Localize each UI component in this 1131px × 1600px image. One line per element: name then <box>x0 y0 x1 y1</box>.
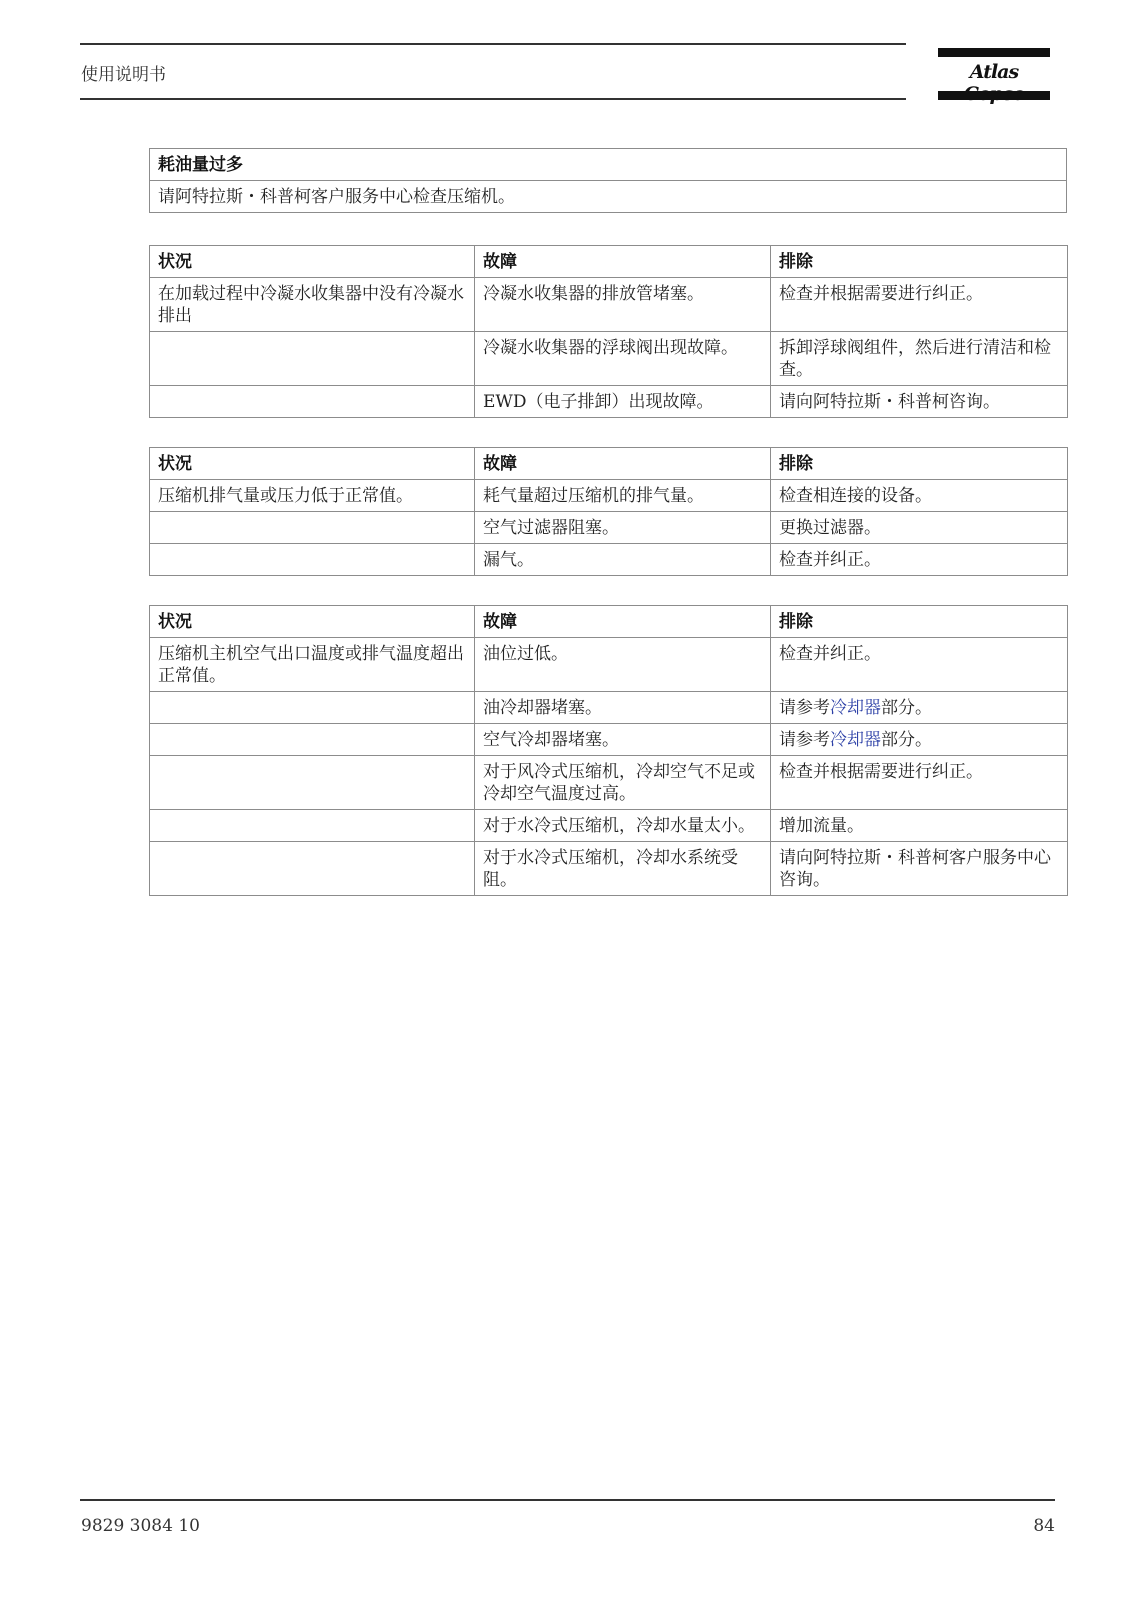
empty-condition-cell <box>150 512 475 544</box>
condition-cell: 压缩机主机空气出口温度或排气温度超出正常值。 <box>150 638 475 692</box>
fault-cell: 对于水冷式压缩机，冷却水系统受阻。 <box>475 842 771 896</box>
fault-cell: 漏气。 <box>475 544 771 576</box>
column-header-remedy: 排除 <box>771 448 1068 480</box>
empty-condition-cell <box>150 810 475 842</box>
remedy-suffix: 部分。 <box>881 698 932 718</box>
atlas-copco-logo <box>938 48 1050 100</box>
table-header-row <box>150 246 1068 278</box>
column-header-remedy: 排除 <box>771 246 1068 278</box>
column-header-condition: 状况 <box>150 606 475 638</box>
oil-consumption-box <box>149 148 1067 213</box>
table-row <box>150 480 1068 512</box>
column-header-remedy: 排除 <box>771 606 1068 638</box>
column-header-fault: 故障 <box>475 606 771 638</box>
document-number: 9829 3084 10 <box>81 1516 200 1536</box>
table-row <box>150 756 1068 810</box>
remedy-cell: 检查并根据需要进行纠正。 <box>771 278 1068 332</box>
remedy-prefix: 请参考 <box>779 698 830 718</box>
fault-cell: 对于水冷式压缩机，冷却水量太小。 <box>475 810 771 842</box>
table-row <box>150 638 1068 692</box>
column-header-condition: 状况 <box>150 448 475 480</box>
remedy-prefix: 请参考 <box>779 730 830 750</box>
empty-condition-cell <box>150 756 475 810</box>
troubleshooting-table-capacity <box>149 447 1068 576</box>
empty-condition-cell <box>150 692 475 724</box>
document-title: 使用说明书 <box>81 65 166 85</box>
table-row <box>150 386 1068 418</box>
table-row <box>150 332 1068 386</box>
empty-condition-cell <box>150 842 475 896</box>
condition-cell: 在加载过程中冷凝水收集器中没有冷凝水排出 <box>150 278 475 332</box>
empty-condition-cell <box>150 544 475 576</box>
remedy-cell: 拆卸浮球阀组件，然后进行清洁和检查。 <box>771 332 1068 386</box>
empty-condition-cell <box>150 724 475 756</box>
table-row <box>150 692 1068 724</box>
remedy-suffix: 部分。 <box>881 730 932 750</box>
remedy-cell: 检查并纠正。 <box>771 544 1068 576</box>
column-header-fault: 故障 <box>475 448 771 480</box>
troubleshooting-table-temperature <box>149 605 1068 896</box>
logo-text: Atlas <box>969 61 1019 83</box>
fault-cell: 耗气量超过压缩机的排气量。 <box>475 480 771 512</box>
fault-cell: 空气冷却器堵塞。 <box>475 724 771 756</box>
fault-cell: 冷凝水收集器的浮球阀出现故障。 <box>475 332 771 386</box>
header-bottom-rule <box>80 98 906 100</box>
condition-cell: 压缩机排气量或压力低于正常值。 <box>150 480 475 512</box>
remedy-cell <box>771 724 1068 756</box>
cooler-section-link[interactable]: 冷却器 <box>830 698 881 718</box>
table-row <box>150 842 1068 896</box>
oil-box-text: 请阿特拉斯・科普柯客户服务中心检查压缩机。 <box>150 181 1067 213</box>
fault-cell: 空气过滤器阻塞。 <box>475 512 771 544</box>
remedy-cell: 检查并根据需要进行纠正。 <box>771 756 1068 810</box>
table-row <box>150 810 1068 842</box>
table-header-row <box>150 606 1068 638</box>
cooler-section-link[interactable]: 冷却器 <box>830 730 881 750</box>
table-row <box>150 278 1068 332</box>
remedy-cell: 增加流量。 <box>771 810 1068 842</box>
remedy-cell: 请向阿特拉斯・科普柯咨询。 <box>771 386 1068 418</box>
fault-cell: 油位过低。 <box>475 638 771 692</box>
remedy-cell: 检查相连接的设备。 <box>771 480 1068 512</box>
remedy-cell <box>771 692 1068 724</box>
fault-cell: 油冷却器堵塞。 <box>475 692 771 724</box>
troubleshooting-table-condensate <box>149 245 1068 418</box>
table-row <box>150 512 1068 544</box>
logo-top-bar <box>938 48 1050 57</box>
empty-condition-cell <box>150 332 475 386</box>
table-header-row <box>150 448 1068 480</box>
empty-condition-cell <box>150 386 475 418</box>
fault-cell: 对于风冷式压缩机，冷却空气不足或冷却空气温度过高。 <box>475 756 771 810</box>
oil-box-title: 耗油量过多 <box>150 149 1067 181</box>
table-row <box>150 724 1068 756</box>
column-header-fault: 故障 <box>475 246 771 278</box>
fault-cell: 冷凝水收集器的排放管堵塞。 <box>475 278 771 332</box>
page-number: 84 <box>1033 1516 1055 1536</box>
logo-bottom-bar <box>938 91 1050 100</box>
remedy-cell: 检查并纠正。 <box>771 638 1068 692</box>
column-header-condition: 状况 <box>150 246 475 278</box>
remedy-cell: 更换过滤器。 <box>771 512 1068 544</box>
footer-rule <box>80 1499 1055 1501</box>
table-row <box>150 544 1068 576</box>
fault-cell: EWD（电子排卸）出现故障。 <box>475 386 771 418</box>
header-top-rule <box>80 43 906 45</box>
remedy-cell: 请向阿特拉斯・科普柯客户服务中心咨询。 <box>771 842 1068 896</box>
